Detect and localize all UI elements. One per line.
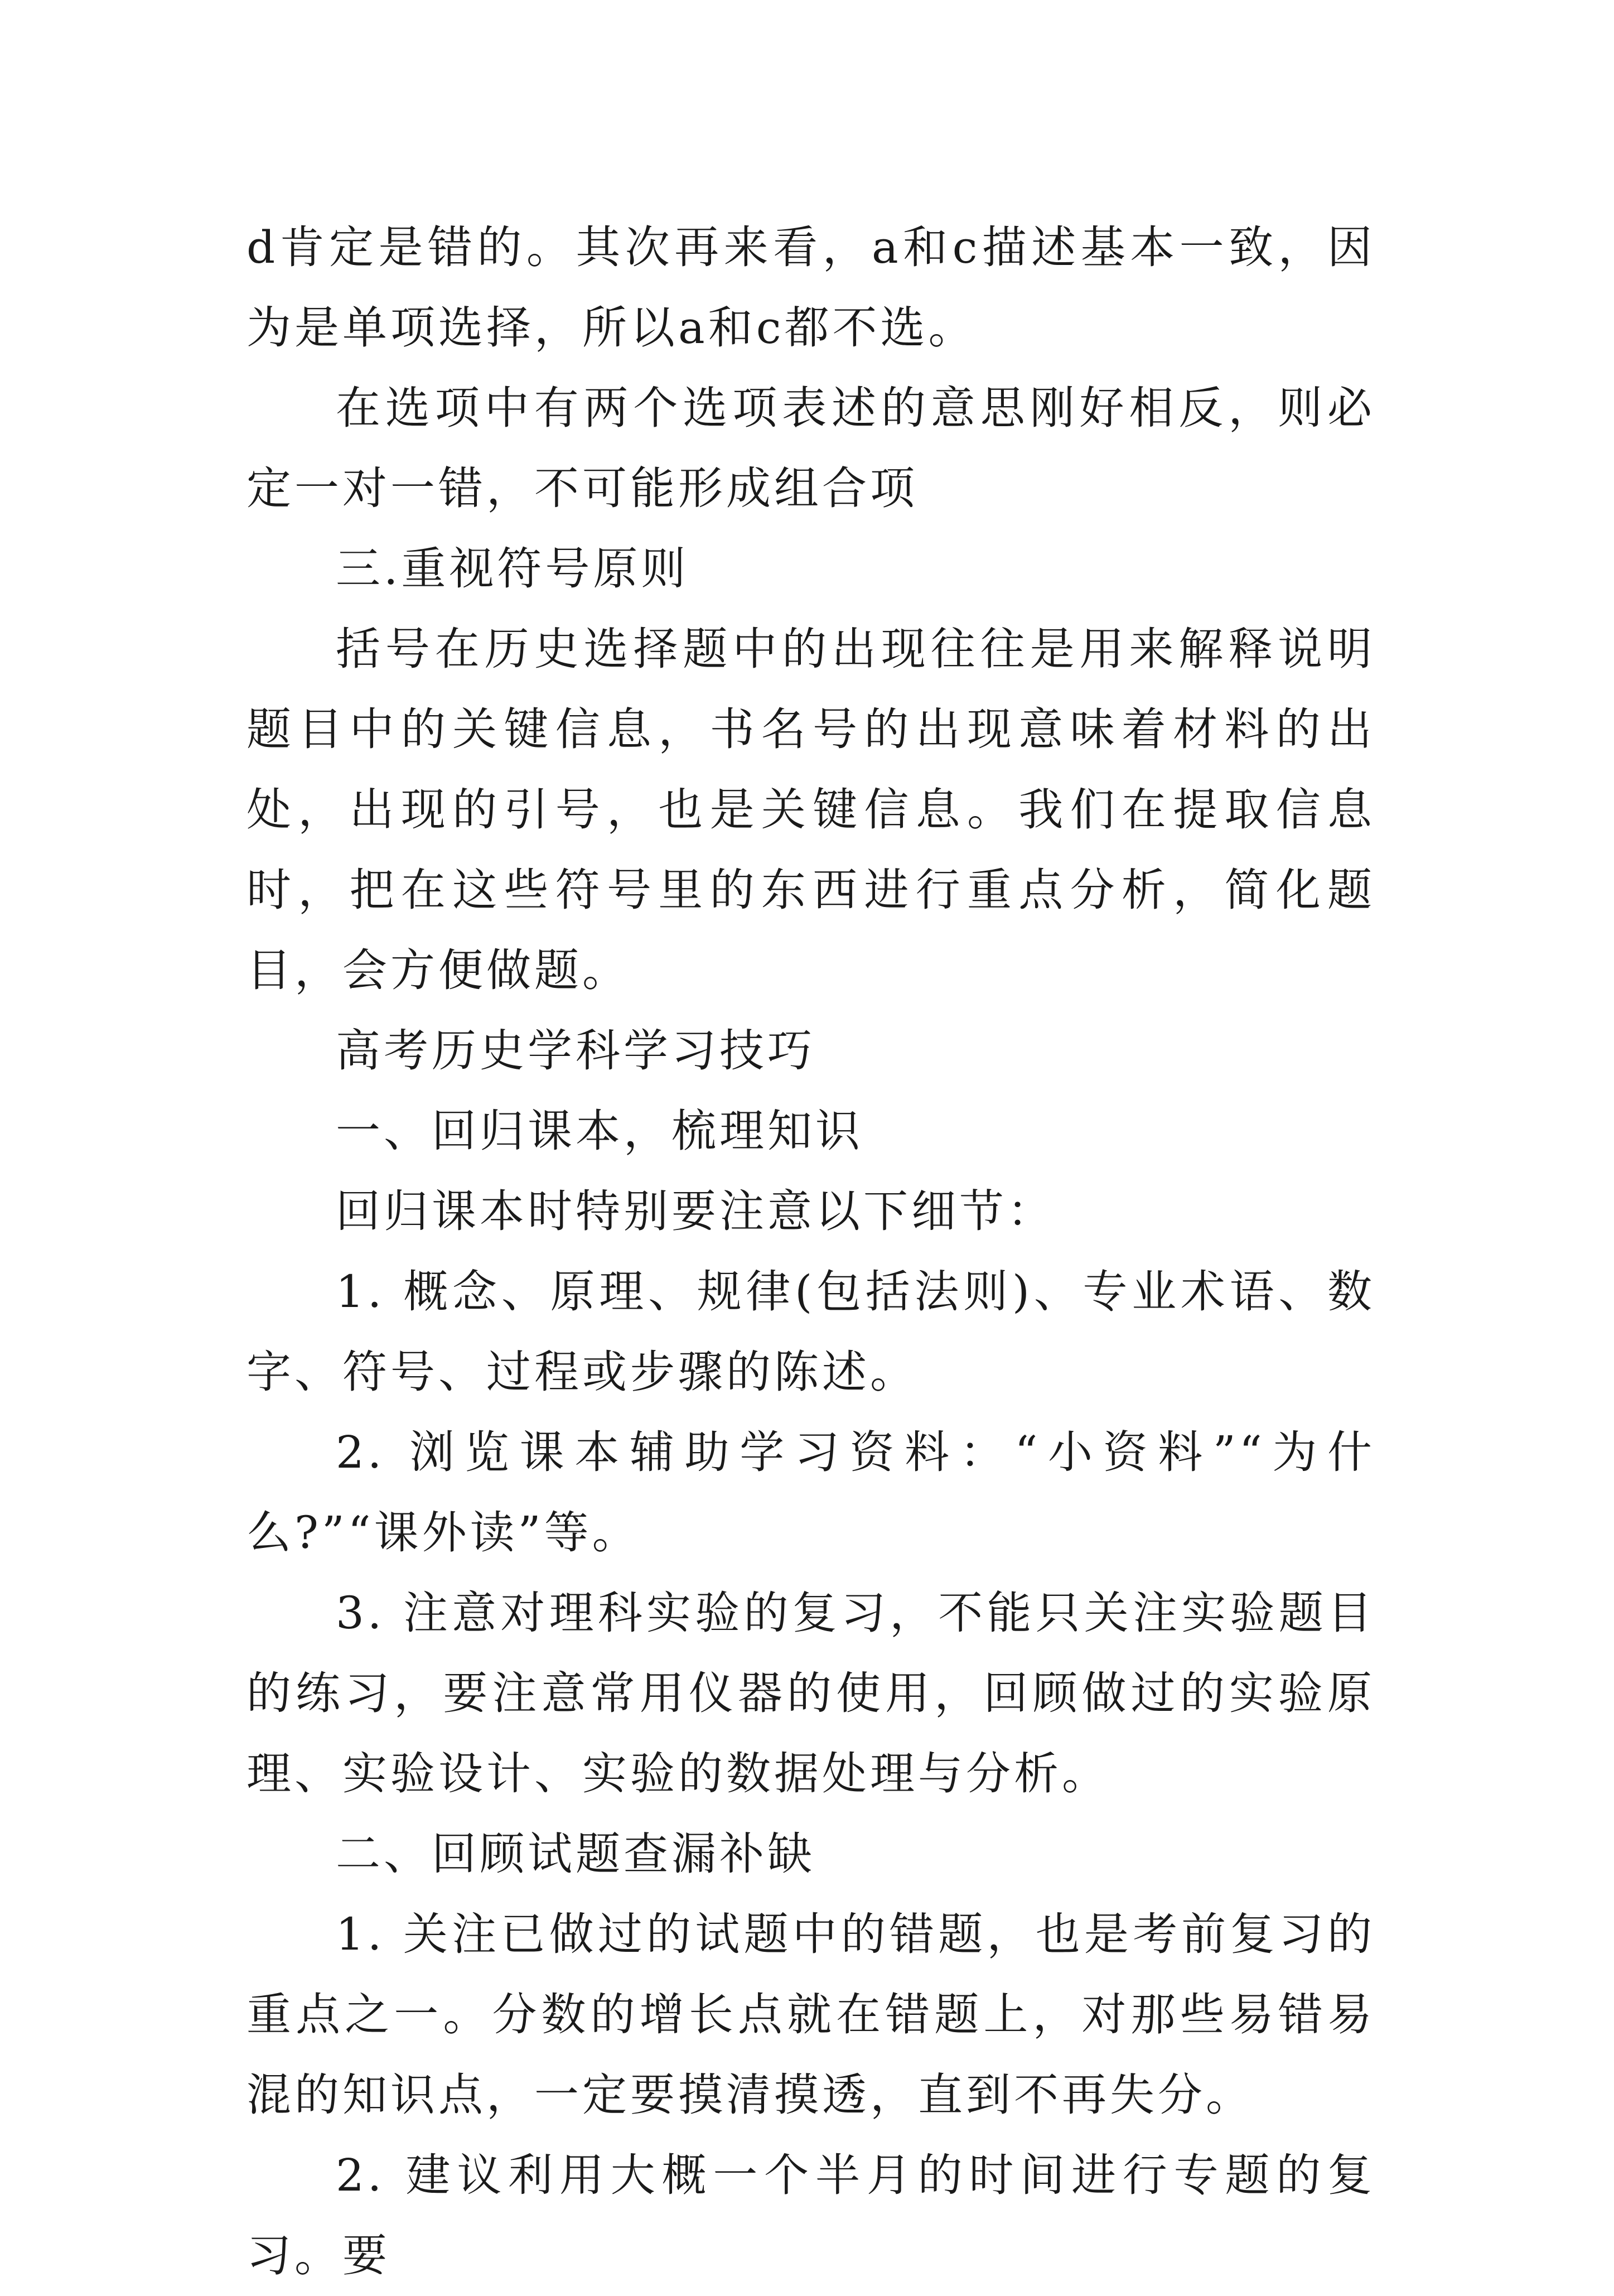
document-body <box>247 208 1375 2296</box>
list-item: 1. 概念、原理、规律(包括法则)、专业术语、数字、符号、过程或步骤的陈述。 <box>247 1266 1375 1398</box>
section-heading: 三.重视符号原则 <box>336 543 689 595</box>
list-item: 2. 建议利用大概一个半月的时间进行专题的复习。要 <box>247 2149 1375 2281</box>
section-heading: 二、回顾试题查漏补缺 <box>336 1828 815 1880</box>
paragraph: 回归课本时特别要注意以下细节： <box>336 1185 1055 1237</box>
paragraph: 在选项中有两个选项表述的意思刚好相反，则必定一对一错，不可能形成组合项 <box>247 382 1375 514</box>
paragraph: 括号在历史选择题中的出现往往是用来解释说明题目中的关键信息，书名号的出现意味着材料的出处，出现的引号，也是关键信息。我们在提取信息时，把在这些符号里的东西进行重点分析，简化题目，会方便做题。 <box>247 623 1375 996</box>
list-item: 1. 关注已做过的试题中的错题，也是考前复习的重点之一。分数的增长点就在错题上，对那些易错易混的知识点，一定要摸清摸透，直到不再失分。 <box>247 1908 1375 2121</box>
list-item: 2. 浏览课本辅助学习资料：“小资料”“为什么?”“课外读”等。 <box>247 1426 1375 1559</box>
section-heading: 高考历史学科学习技巧 <box>336 1025 815 1077</box>
paragraph: d肯定是错的。其次再来看，a和c描述基本一致，因为是单项选择，所以a和c都不选。 <box>247 221 1375 354</box>
section-heading: 一、回归课本，梳理知识 <box>336 1105 863 1157</box>
list-item: 3. 注意对理科实验的复习，不能只关注实验题目的练习，要注意常用仪器的使用，回顾做过的实验原理、实验设计、实验的数据处理与分析。 <box>247 1587 1375 1800</box>
